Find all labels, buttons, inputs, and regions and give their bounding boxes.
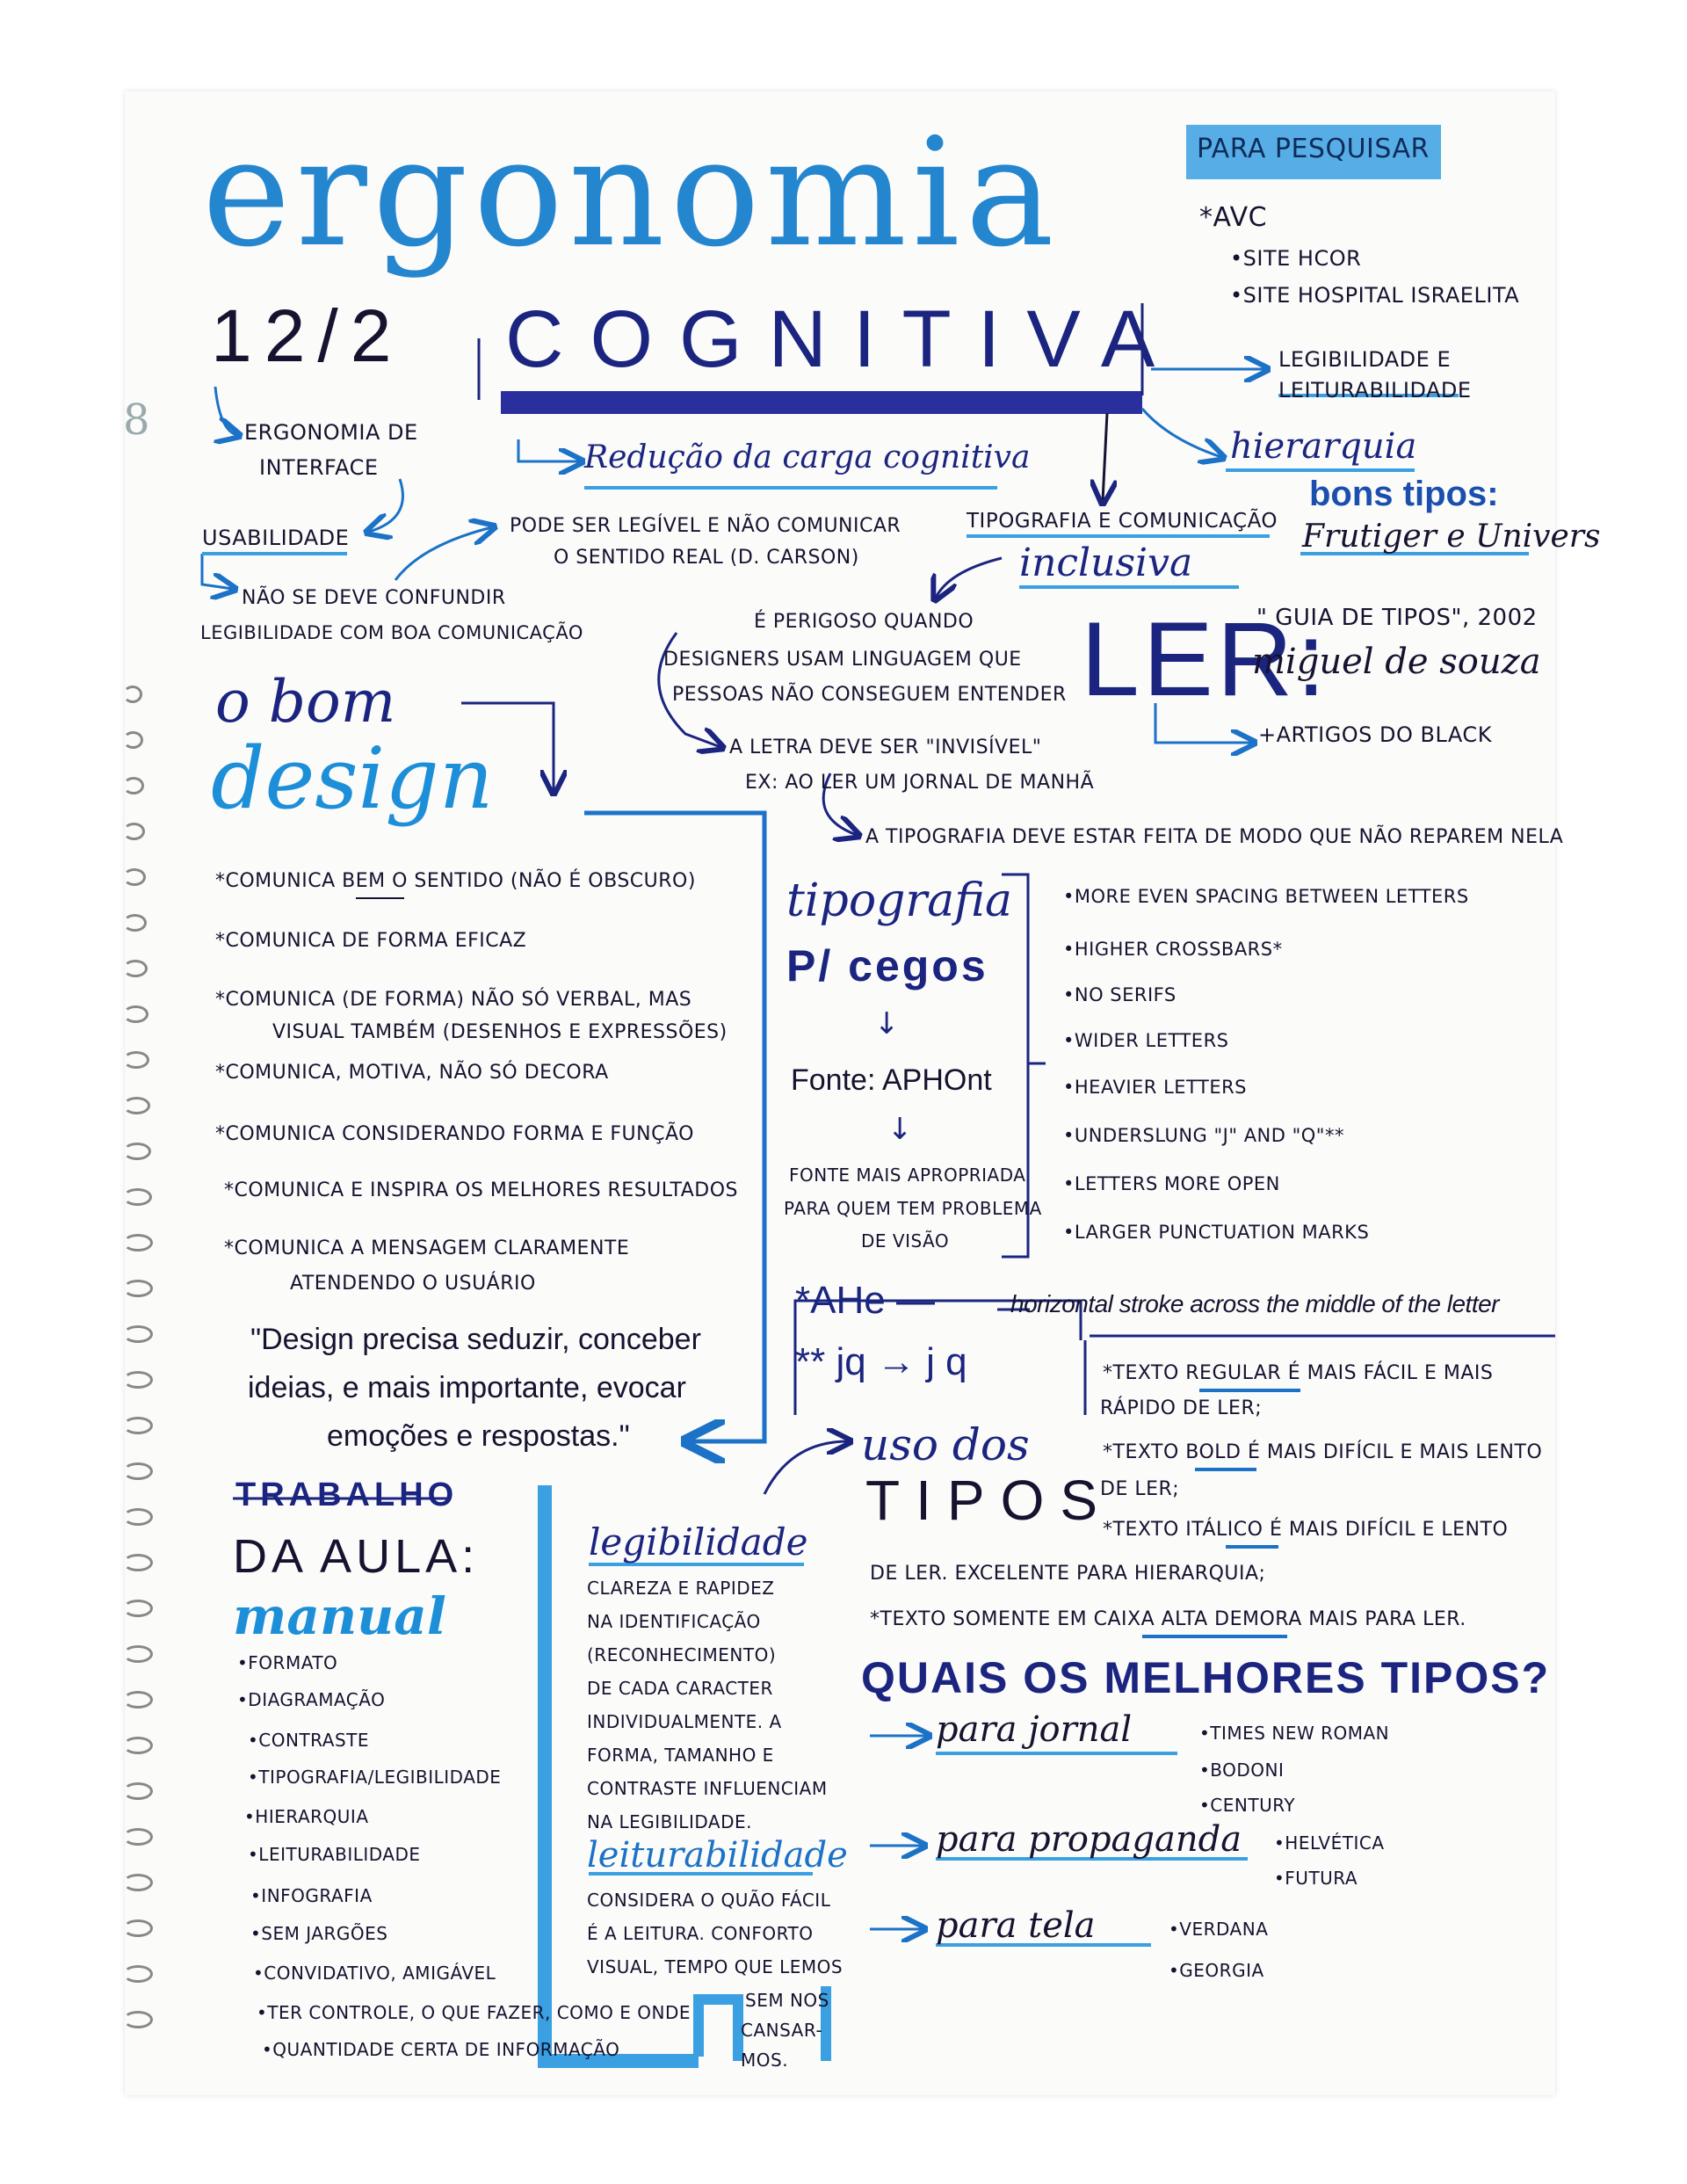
bom-design-point: *COMUNICA CONSIDERANDO FORMA E FUNÇÃO [215, 1123, 694, 1145]
perigoso-text: DESIGNERS USAM LINGUAGEM QUE [663, 649, 1022, 671]
research-label: PARA PESQUISAR [1197, 134, 1430, 164]
letra-invisivel: EX: AO LER UM JORNAL DE MANHÃ [745, 772, 1095, 794]
trabalho-title: TRABALHO [235, 1477, 459, 1513]
branch-pode-ser: O SENTIDO REAL (D. CARSON) [554, 547, 859, 569]
ler-author: miguel de souza [1252, 642, 1541, 682]
trabalho-item: •HIERARQUIA [244, 1806, 369, 1827]
leiturabilidade-text: MOS. [741, 2050, 789, 2071]
footnote-mark: *AHe — [795, 1279, 935, 1322]
cegos-feature: •MORE EVEN SPACING BETWEEN LETTERS [1063, 886, 1469, 907]
bom-design-point: *COMUNICA, MOTIVA, NÃO SÓ DECORA [215, 1062, 609, 1084]
bom-design-point: *COMUNICA BEM O SENTIDO (NÃO É OBSCURO) [215, 870, 696, 892]
perigoso-text: É PERIGOSO QUANDO [754, 611, 974, 633]
cegos-desc: PARA QUEM TEM PROBLEMA [784, 1198, 1042, 1219]
leiturabilidade-text: É A LEITURA. CONFORTO [587, 1923, 814, 1944]
branch-reducao: Redução da carga cognitiva [584, 439, 1031, 475]
uso-tipos-note: *TEXTO BOLD É MAIS DIFÍCIL E MAIS LENTO [1103, 1441, 1543, 1463]
cegos-feature: •HIGHER CROSSBARS* [1063, 939, 1283, 960]
ler-artigos: +ARTIGOS DO BLACK [1258, 722, 1492, 747]
legibilidade-text: NA IDENTIFICAÇÃO [587, 1611, 761, 1632]
branch-inclusiva: inclusiva [1019, 541, 1193, 585]
uso-tipos-note: DE LER; [1100, 1478, 1180, 1500]
letra-invisivel: A LETRA DEVE SER "INVISÍVEL" [729, 736, 1042, 758]
melhores-font: •HELVÉTICA [1274, 1832, 1385, 1854]
trabalho-item: •SEM JARGÕES [250, 1923, 388, 1944]
branch-interface: INTERFACE [259, 455, 379, 480]
cegos-title: P/ cegos [786, 941, 988, 990]
trabalho-item: •FORMATO [237, 1652, 338, 1673]
perigoso-text: PESSOAS NÃO CONSEGUEM ENTENDER [672, 684, 1067, 706]
melhores-group-label: para jornal [936, 1709, 1133, 1750]
trabalho-item: •CONVIDATIVO, AMIGÁVEL [253, 1963, 496, 1984]
branch-legibilidade-leiturabilidade: LEGIBILIDADE E [1278, 347, 1452, 372]
design-quote: "Design precisa seduzir, conceber [250, 1323, 701, 1356]
leiturabilidade-text: CONSIDERA O QUÃO FÁCIL [587, 1890, 831, 1911]
legibilidade-text: (RECONHECIMENTO) [587, 1644, 777, 1665]
uso-tipos-title: uso dos [861, 1419, 1030, 1470]
branch-usabilidade: USABILIDADE [202, 526, 350, 550]
page-subtitle: COGNITIVA [505, 294, 1182, 384]
branch-nao-confundir: NÃO SE DEVE CONFUNDIR [242, 587, 506, 609]
arrow-down-icon: ↓ [887, 1112, 913, 1147]
research-avc: *AVC [1199, 202, 1268, 233]
trabalho-title: manual [233, 1586, 446, 1646]
cegos-feature: •NO SERIFS [1063, 984, 1177, 1005]
research-item: •SITE HCOR [1230, 246, 1362, 271]
melhores-font: •FUTURA [1274, 1868, 1358, 1889]
legibilidade-title: legibilidade [589, 1520, 808, 1564]
ler-title: LER: [1081, 600, 1329, 718]
footnote-mark: ** jq → j q [795, 1340, 967, 1383]
cegos-desc: FONTE MAIS APROPRIADA [789, 1165, 1026, 1186]
legibilidade-text: INDIVIDUALMENTE. A [587, 1711, 782, 1732]
uso-tipos-note: RÁPIDO DE LER; [1100, 1397, 1263, 1419]
bom-design-title: design [211, 729, 494, 828]
research-item: •SITE HOSPITAL ISRAELITA [1230, 283, 1520, 308]
cegos-title: tipografia [786, 874, 1012, 927]
bom-design-point: ATENDENDO O USUÁRIO [290, 1273, 536, 1295]
melhores-font: •BODONI [1199, 1760, 1285, 1781]
design-quote: ideias, e mais importante, evocar [248, 1371, 686, 1404]
trabalho-item: •DIAGRAMAÇÃO [237, 1689, 386, 1710]
branch-tipografia-comunicacao: TIPOGRAFIA E COMUNICAÇÃO [967, 510, 1278, 533]
leiturabilidade-text: VISUAL, TEMPO QUE LEMOS [587, 1956, 844, 1977]
uso-tipos-title: TIPOS [865, 1469, 1114, 1532]
design-quote: emoções e respostas." [327, 1419, 630, 1453]
tipografia-feita: A TIPOGRAFIA DEVE ESTAR FEITA DE MODO QUE NÃO REPAREM NELA [865, 826, 1564, 848]
cegos-feature: •LETTERS MORE OPEN [1063, 1173, 1280, 1194]
uso-tipos-note: *TEXTO SOMENTE EM CAIXA ALTA DEMORA MAIS PARA LER. [870, 1608, 1466, 1630]
cegos-fonte: Fonte: APHOnt [791, 1063, 992, 1097]
uso-tipos-note: *TEXTO ITÁLICO É MAIS DIFÍCIL E LENTO [1103, 1519, 1509, 1541]
doodle: 8 [123, 395, 150, 445]
cegos-feature: •LARGER PUNCTUATION MARKS [1063, 1222, 1370, 1243]
melhores-font: •GEORGIA [1169, 1960, 1264, 1981]
trabalho-item: •TIPOGRAFIA/LEGIBILIDADE [248, 1767, 502, 1788]
page-title: ergonomia [202, 106, 1060, 280]
cegos-feature: •UNDERSLUNG "J" AND "Q"** [1063, 1125, 1344, 1146]
ler-guia: " GUIA DE TIPOS", 2002 [1256, 605, 1538, 631]
bom-design-point: *COMUNICA DE FORMA EFICAZ [215, 930, 527, 952]
leiturabilidade-text: CANSAR- [741, 2020, 823, 2041]
branch-interface: ERGONOMIA DE [244, 420, 418, 445]
uso-tipos-note: DE LER. EXCELENTE PARA HIERARQUIA; [870, 1563, 1266, 1585]
arrow-down-icon: ↓ [874, 1006, 900, 1041]
leiturabilidade-text: SEM NOS [745, 1990, 829, 2011]
cegos-feature: •HEAVIER LETTERS [1063, 1077, 1248, 1098]
trabalho-item: •TER CONTROLE, O QUE FAZER, COMO E ONDE [257, 2002, 691, 2023]
legibilidade-text: CLAREZA E RAPIDEZ [587, 1578, 775, 1599]
date: 12/2 [211, 294, 404, 377]
legibilidade-text: NA LEGIBILIDADE. [587, 1811, 752, 1832]
melhores-group-label: para propaganda [936, 1819, 1242, 1860]
bom-design-title: o bom [215, 668, 396, 736]
melhores-font: •CENTURY [1199, 1795, 1296, 1816]
trabalho-item: •LEITURABILIDADE [248, 1844, 421, 1865]
cegos-feature: •WIDER LETTERS [1063, 1030, 1229, 1051]
legibilidade-text: DE CADA CARACTER [587, 1678, 773, 1699]
branch-nao-confundir: LEGIBILIDADE COM BOA COMUNICAÇÃO [200, 622, 583, 643]
leiturabilidade-title: leiturabilidade [587, 1835, 848, 1876]
cegos-desc: DE VISÃO [861, 1230, 950, 1252]
branch-legibilidade-leiturabilidade: LEITURABILIDADE [1278, 378, 1472, 403]
bons-tipos-fonts: Frutiger e Univers [1302, 519, 1601, 555]
legibilidade-text: FORMA, TAMANHO E [587, 1745, 774, 1766]
legibilidade-text: CONTRASTE INFLUENCIAM [587, 1778, 828, 1799]
melhores-group-label: para tela [936, 1905, 1096, 1946]
melhores-font: •TIMES NEW ROMAN [1199, 1723, 1390, 1744]
bom-design-point: VISUAL TAMBÉM (DESENHOS E EXPRESSÕES) [272, 1021, 728, 1043]
trabalho-title: DA AULA: [233, 1530, 480, 1583]
bons-tipos-label: bons tipos: [1309, 475, 1499, 513]
bom-design-point: *COMUNICA E INSPIRA OS MELHORES RESULTADOS [224, 1179, 739, 1201]
trabalho-item: •INFOGRAFIA [250, 1885, 373, 1906]
footnote-text: horizontal stroke across the middle of the letter [1010, 1290, 1500, 1317]
trabalho-item: •QUANTIDADE CERTA DE INFORMAÇÃO [262, 2039, 620, 2060]
branch-hierarquia: hierarquia [1230, 426, 1417, 467]
trabalho-item: •CONTRASTE [248, 1730, 369, 1751]
bom-design-point: *COMUNICA (DE FORMA) NÃO SÓ VERBAL, MAS [215, 989, 692, 1011]
bom-design-point: *COMUNICA A MENSAGEM CLARAMENTE [224, 1237, 630, 1259]
melhores-font: •VERDANA [1169, 1919, 1269, 1940]
melhores-title: QUAIS OS MELHORES TIPOS? [861, 1653, 1551, 1702]
branch-pode-ser: PODE SER LEGÍVEL E NÃO COMUNICAR [510, 515, 901, 537]
uso-tipos-note: *TEXTO REGULAR É MAIS FÁCIL E MAIS [1103, 1362, 1494, 1384]
